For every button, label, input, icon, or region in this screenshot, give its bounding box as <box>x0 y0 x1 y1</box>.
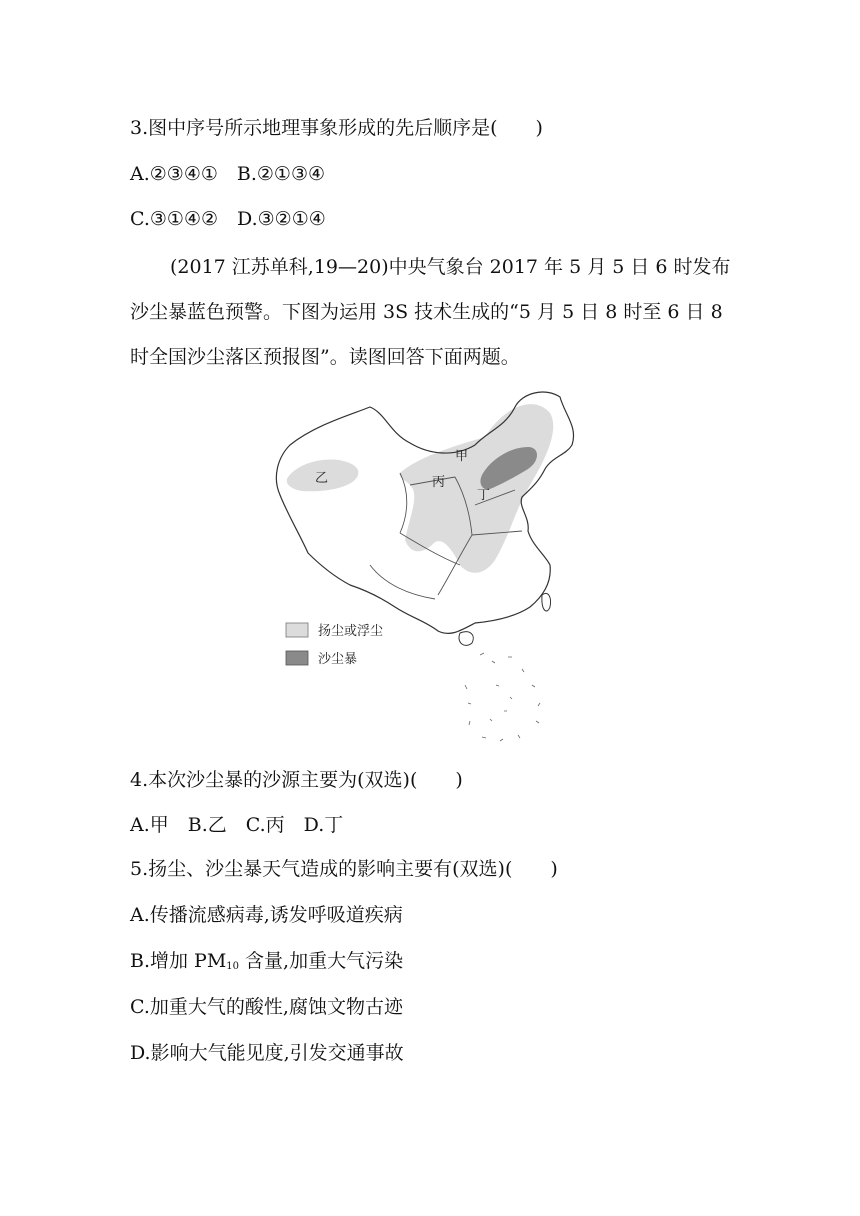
q5-option-b-pre: B.增加 PM <box>130 950 227 972</box>
q4-options: A.甲 B.乙 C.丙 D.丁 <box>130 814 344 836</box>
hainan-island <box>459 632 473 646</box>
taiwan-island <box>542 593 551 611</box>
q3-options-row2: C.③①④② D.③②①④ <box>130 208 326 230</box>
q5-option-b-post: 含量,加重大气污染 <box>239 950 404 972</box>
pm10-subscript: 10 <box>226 961 240 972</box>
south-sea-islands <box>465 653 540 741</box>
q3-options-row1: A.②③④① B.②①③④ <box>130 163 326 185</box>
q5-option-a: A.传播流感病毒,诱发呼吸道疾病 <box>130 904 403 926</box>
legend-label-dark: 沙尘暴 <box>318 652 358 667</box>
legend-swatch-dark <box>286 651 308 665</box>
label-bing: 丙 <box>432 475 446 490</box>
q5-option-c: C.加重大气的酸性,腐蚀文物古迹 <box>130 996 403 1018</box>
legend-swatch-light <box>286 623 308 637</box>
q5-option-d: D.影响大气能见度,引发交通事故 <box>130 1042 404 1064</box>
q5-option-b <box>130 949 403 979</box>
legend-label-light: 扬尘或浮尘 <box>318 624 384 639</box>
intro-line-2: 沙尘暴蓝色预警。下图为运用 3S 技术生成的“5 月 5 日 8 时至 6 日 8 <box>130 301 723 323</box>
dust-forecast-map <box>260 385 580 755</box>
q5-stem: 5.扬尘、沙尘暴天气造成的影响主要有(双选)( ) <box>130 858 558 880</box>
label-ding: 丁 <box>477 488 491 503</box>
q3-stem: 3.图中序号所示地理事象形成的先后顺序是( ) <box>130 117 543 139</box>
intro-line-3: 时全国沙尘落区预报图”。读图回答下面两题。 <box>130 346 520 368</box>
label-jia: 甲 <box>455 449 469 464</box>
intro-line-1: (2017 江苏单科,19—20)中央气象台 2017 年 5 月 5 日 6 时发布 <box>170 256 731 278</box>
q4-stem: 4.本次沙尘暴的沙源主要为(双选)( ) <box>130 769 463 791</box>
label-yi: 乙 <box>315 471 329 486</box>
